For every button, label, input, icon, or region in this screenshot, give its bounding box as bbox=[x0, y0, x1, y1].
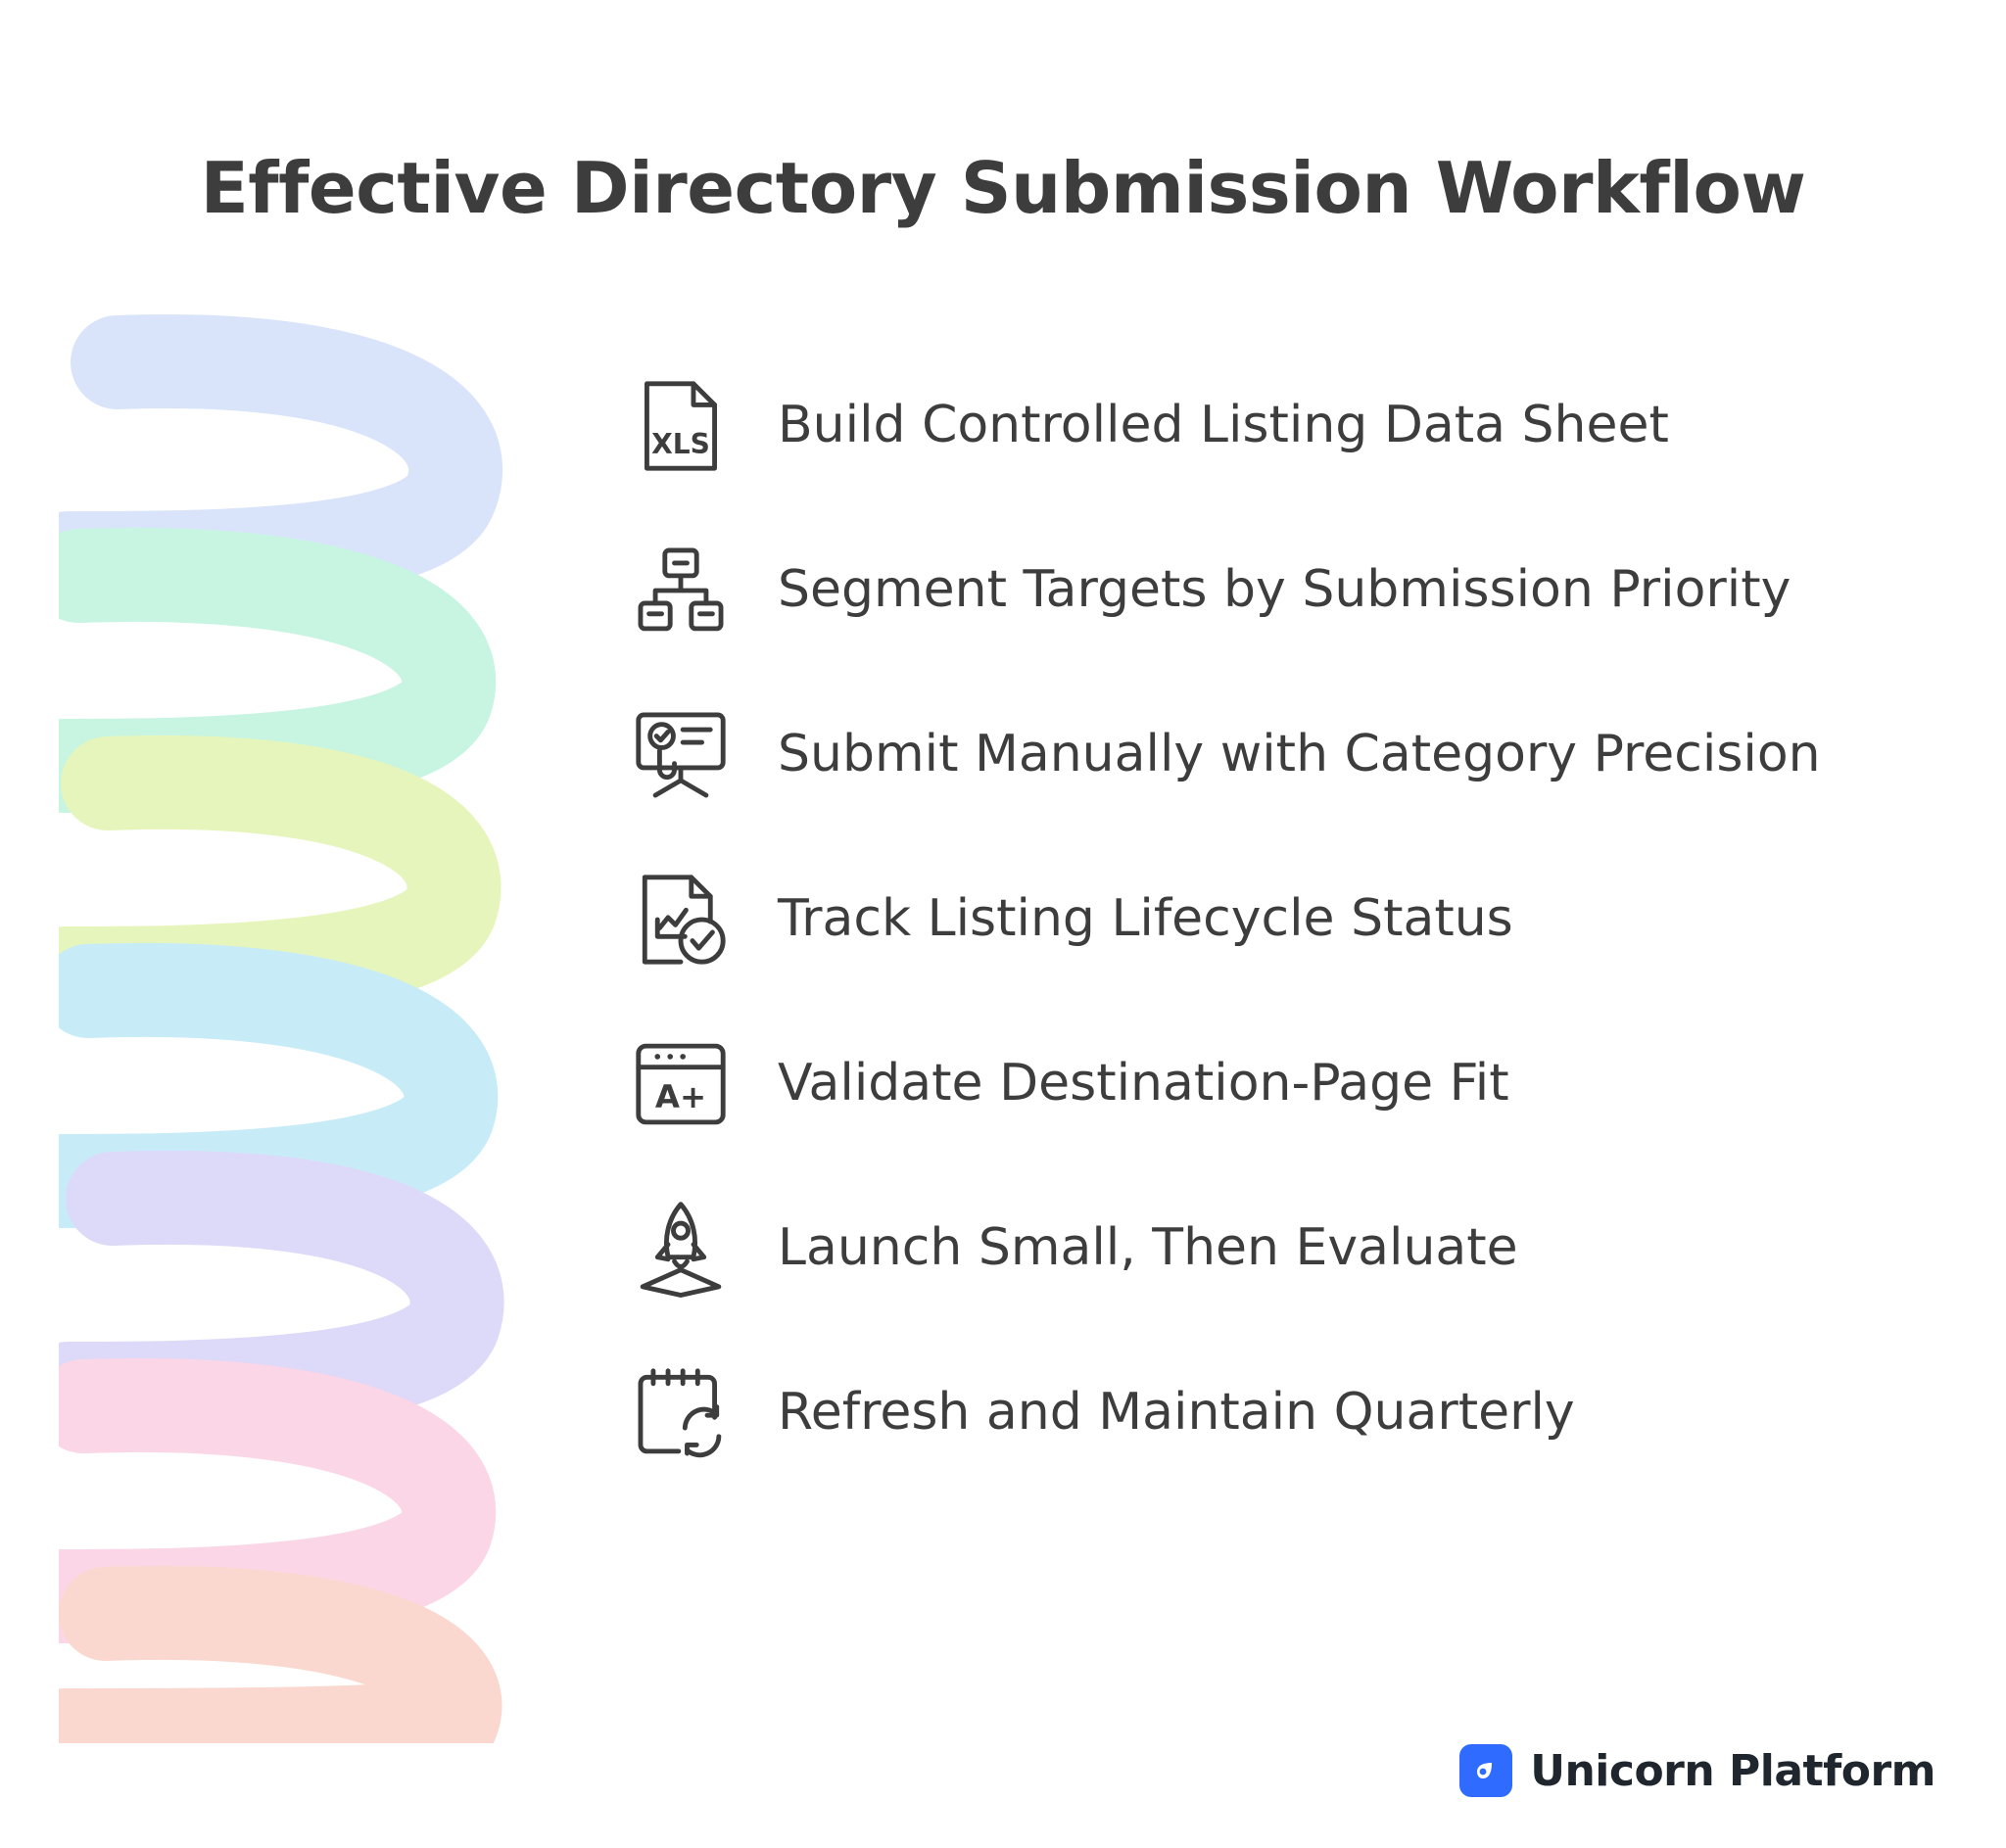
svg-text:A+: A+ bbox=[654, 1077, 707, 1115]
certificate-presentation-icon bbox=[617, 696, 744, 814]
list-item-label: Submit Manually with Category Precision bbox=[778, 725, 1821, 784]
hierarchy-segment-icon bbox=[617, 532, 744, 649]
unicorn-drop-icon bbox=[1459, 1744, 1512, 1797]
brand-logo bbox=[1459, 1744, 1935, 1797]
workflow-step-list bbox=[617, 362, 1910, 1514]
chart-check-document-icon bbox=[617, 861, 744, 978]
rocket-launch-icon bbox=[617, 1190, 744, 1307]
list-item-label: Build Controlled Listing Data Sheet bbox=[778, 396, 1669, 455]
list-item-label: Validate Destination-Page Fit bbox=[778, 1054, 1509, 1114]
list-item bbox=[617, 856, 1910, 983]
list-item bbox=[617, 527, 1910, 654]
list-item-label: Refresh and Maintain Quarterly bbox=[778, 1383, 1575, 1443]
list-item bbox=[617, 1185, 1910, 1312]
calendar-refresh-icon bbox=[617, 1354, 744, 1472]
spiral-ribbon-graphic bbox=[59, 313, 519, 1743]
list-item-label: Segment Targets by Submission Priority bbox=[778, 560, 1791, 620]
browser-grade-a-plus-icon bbox=[617, 1025, 744, 1143]
xls-document-icon bbox=[617, 367, 744, 485]
list-item bbox=[617, 1020, 1910, 1148]
list-item bbox=[617, 1350, 1910, 1477]
page-title: Effective Directory Submission Workflow bbox=[200, 147, 1806, 229]
list-item-label: Track Listing Lifecycle Status bbox=[778, 889, 1513, 949]
list-item bbox=[617, 362, 1910, 490]
list-item-label: Launch Small, Then Evaluate bbox=[778, 1218, 1518, 1278]
list-item bbox=[617, 691, 1910, 819]
brand-name: Unicorn Platform bbox=[1530, 1745, 1935, 1796]
svg-text:XLS: XLS bbox=[651, 428, 710, 461]
